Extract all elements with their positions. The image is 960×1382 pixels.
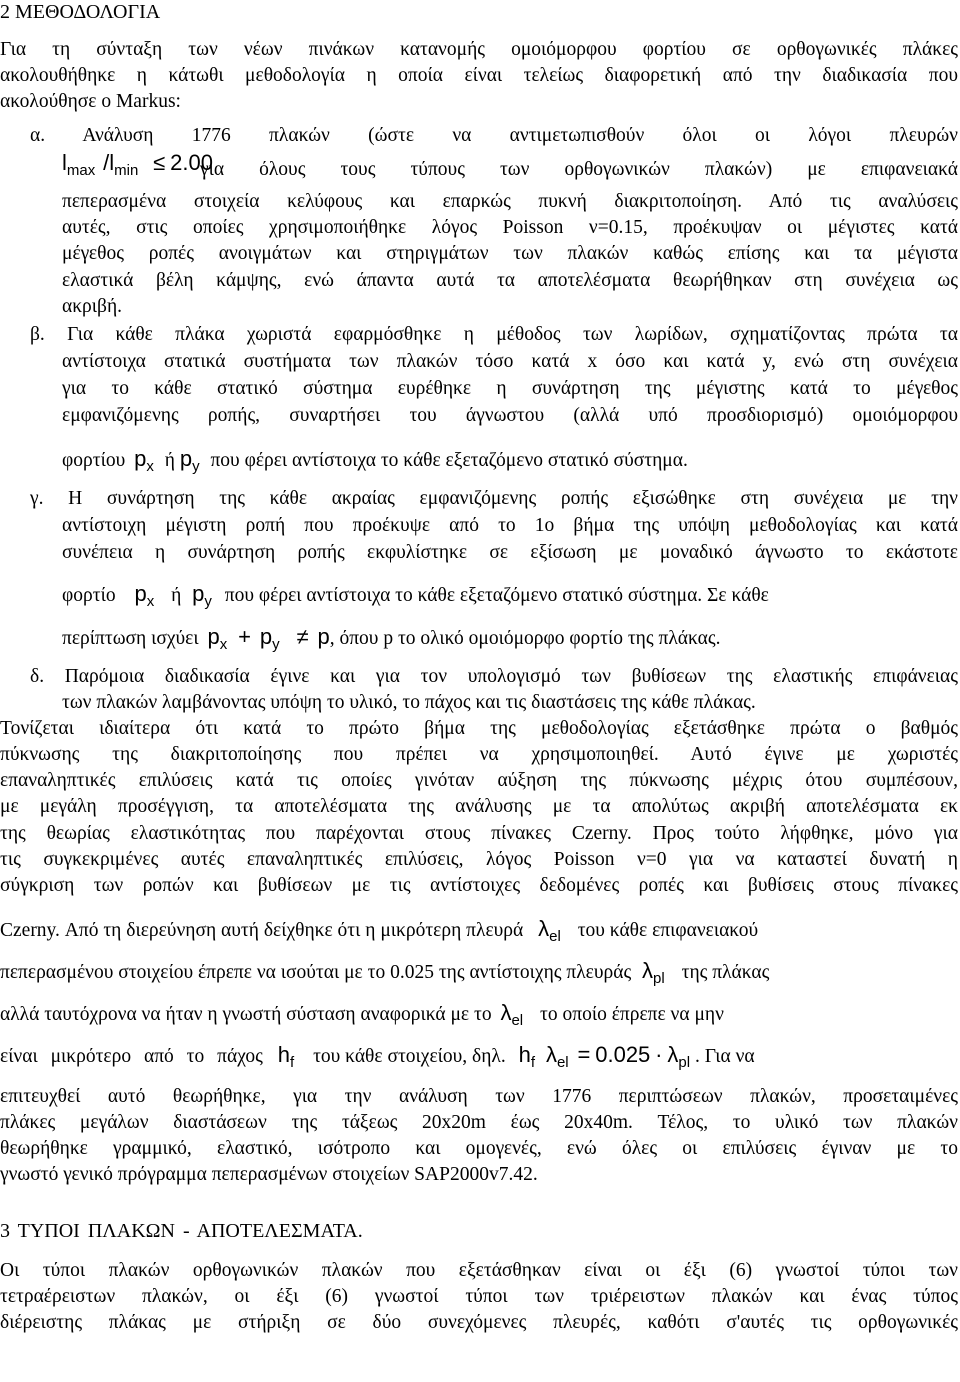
section-3-line: τετραέρειστων πλακών, οι έξι (6) γνωστοί τύποι των τριέρειστων πλακών και ένας τύπος (0, 1286, 958, 1307)
body-line: πύκνωσης της διακριτοποίησης που πρέπει να χρησιμοποιηθεί. Αυτό έγινε με χωριστές (0, 744, 958, 765)
item-c-line: αντίστοιχη μέγιστη ροπή που προέκυψε από το 1ο βήμα της υπόψη μεθοδολογίας και κατά (62, 515, 958, 536)
paragraph-line: ακολουθήθηκε η κάτωθι μεθοδολογία η οποία είναι τελείως διαφορετική από την διαδικασία που (0, 65, 958, 86)
section-2-title: 2 ΜΕΘΟΔΟΛΟΓΙΑ (0, 1, 161, 23)
body-line: σύγκριση των ροπών και βυθίσεων με τις αντίστοιχες δεδομένες ροπές και βυθίσεις στους πίνακες (0, 875, 958, 896)
body-line-lambda-el-2: αλλά ταυτόχρονα να ήταν η γνωστή σύσταση αναφορικά με το $\lambda_{el}$ το οποίο έπρεπε να μην (0, 1000, 724, 1029)
section-3-line: διέρειστης πλάκας με στήριξη σε δύο συνεχόμενες πλευρές, καθότι σ'αυτές τις ορθογωνικές (0, 1312, 958, 1333)
section-3-line: Οι τύποι πλακών ορθογωνικών πλακών που εξετάσθηκαν είναι οι έξι (6) γνωστοί τύποι των (0, 1260, 958, 1281)
symbol-p: p (134, 446, 147, 471)
ratio-formula: $l_{max}$ $/l_{min} \le 2.00$ (62, 150, 213, 179)
item-a-line: μέγεθος ροπές ανοιγμάτων και στηριγμάτων των πλακών καθώς επίσης και τα μέγιστα (62, 243, 958, 264)
item-b-line: αντίστοιχα στατικά συστήματα των πλακών τόσο κατά x όσο και κατά y, ενώ στη συνέχεια (62, 351, 958, 372)
body-line: θεωρήθηκε γραμμικό, ελαστικό, ισότροπο και ομογενές, ενώ όλες οι επιλύσεις έγιναν με το (0, 1138, 958, 1159)
body-line-thickness: είναι μικρότερο από το πάχος $h_f$ του κάθε στοιχείου, δηλ. $h_f$ $\lambda_{el} = 0.025 \cdot \lambda_{pl}$ . Για να (0, 1042, 755, 1071)
body-line: με μεγάλη προσέγγιση, τα αποτελέσματα της ανάλυσης με τα απολύτως ακριβή αποτελέσματα εκ (0, 796, 958, 817)
body-line: της θεωρίας ελαστικότητας που παρέχονται στους πίνακες Czerny. Προς τούτο λήφθηκε, μόνο για (0, 823, 958, 844)
item-b-line: εμφανιζόμενης ροπής, συναρτήσει του άγνωστου (αλλά υπό προσδιορισμό) ομοιόμορφου (62, 405, 958, 426)
body-line: Τονίζεται ιδιαίτερα ότι κατά το πρώτο βήμα της μεθοδολογίας εξετάσθηκε πρώτα ο βαθμός (0, 718, 958, 739)
body-line-lambda-pl: πεπερασμένου στοιχείου έπρεπε να ισούται με το 0.025 της αντίστοιχης πλευράς $\lambda_{pl}$ της πλάκας (0, 958, 770, 987)
item-a-line: για όλους τους τύπους των ορθογωνικών πλακών) με επιφανειακά (200, 159, 958, 180)
item-b-line: β. Για κάθε πλάκα χωριστά εφαρμόσθηκε η μέθοδος των λωρίδων, σχηματίζοντας πρώτα τα (30, 324, 958, 345)
item-c-line-loads: φορτίο $p_x$ ή $p_y$ που φέρει αντίστοιχα το κάθε εξεταζόμενο στατικό σύστημα. Σε κάθε (62, 581, 769, 610)
item-c-line: γ. Η συνάρτηση της κάθε ακραίας εμφανιζόμενης ροπής εξισώθηκε στη συνέχεια με την (30, 488, 958, 509)
body-line: επαναληπτικές επιλύσεις κατά τις οποίες γινόταν αύξηση της πύκνωσης μέχρις ότου συμπέσουν, (0, 770, 958, 791)
item-a-line: ελαστικά βέλη κάμψης, ενώ άπαντα αυτά τα αποτελέσματα θεωρήθηκαν στη συνέχεια ως (62, 270, 958, 291)
item-a-line: ακριβή. (62, 296, 123, 317)
item-c-line: συνέπεια η συνάρτηση ροπής εκφυλίστηκε σε εξίσωση με μοναδικό άγνωστο το εκάστοτε (62, 542, 958, 563)
item-b-line-loads: φορτίου $p_x$ ή $p_y$ που φέρει αντίστοιχα το κάθε εξεταζόμενο στατικό σύστημα. (62, 446, 688, 475)
item-a-line: α. Ανάλυση 1776 πλακών (ώστε να αντιμετωπισθούν όλοι οι λόγοι πλευρών (30, 125, 958, 146)
body-line: πλάκες μεγάλων διαστάσεων της τάξεως 20x20m έως 20x40m. Τέλος, το υλικό των πλακών (0, 1112, 958, 1133)
body-line: επιτευχθεί αυτό θεωρήθηκε, για την ανάλυση των 1776 περιπτώσεων πλακών, προσεταιμένες (0, 1086, 958, 1107)
item-a-formula-line (62, 150, 213, 178)
body-line-lambda-el: Czerny. Από τη διερεύνηση αυτή δείχθηκε ότι η μικρότερη πλευρά $\lambda_{el}$ του κάθε επιφανειακού (0, 916, 759, 945)
paragraph-line: Για τη σύνταξη των νέων πινάκων κατανομής ομοιόμορφου φορτίου σε ορθογωνικές πλάκες (0, 39, 958, 60)
item-c-line-equation: περίπτωση ισχύει $p_x + p_y \ne p$, όπου p το ολικό ομοιόμορφο φορτίο της πλάκας. (62, 624, 721, 653)
item-d-line: δ. Παρόμοια διαδικασία έγινε και για τον υπολογισμό των βυθίσεων της ελαστικής επιφάνειας (30, 666, 958, 687)
item-d-line: των πλακών λαμβάνοντας υπόψη το υλικό, το πάχος και τις διαστάσεις της κάθε πλάκας. (62, 692, 756, 713)
body-line: τις συγκεκριμένες αυτές επαναληπτικές επιλύσεις, λόγος Poisson ν=0 για να καταστεί δυνατή η (0, 849, 958, 870)
body-line: γνωστό γενικό πρόγραμμα πεπερασμένων στοιχείων SAP2000v7.42. (0, 1164, 538, 1185)
item-a-line: πεπερασμένα στοιχεία κελύφους και επαρκώς πυκνή διακριτοποίηση. Από τις αναλύσεις (62, 191, 958, 212)
item-b-line: για το κάθε στατικό σύστημα ευρέθηκε η συνάρτηση της μέγιστης κατά το μέγεθος (62, 378, 958, 399)
item-a-line: αυτές, στις οποίες χρησιμοποιήθηκε λόγος Poisson ν=0.15, προέκυψαν οι μέγιστες κατά (62, 217, 958, 238)
paragraph-line: ακολούθησε ο Markus: (0, 91, 181, 112)
section-3-title: 3 ΤΥΠΟΙ ΠΛΑΚΩΝ - ΑΠΟΤΕΛΕΣΜΑΤΑ. (0, 1220, 363, 1242)
